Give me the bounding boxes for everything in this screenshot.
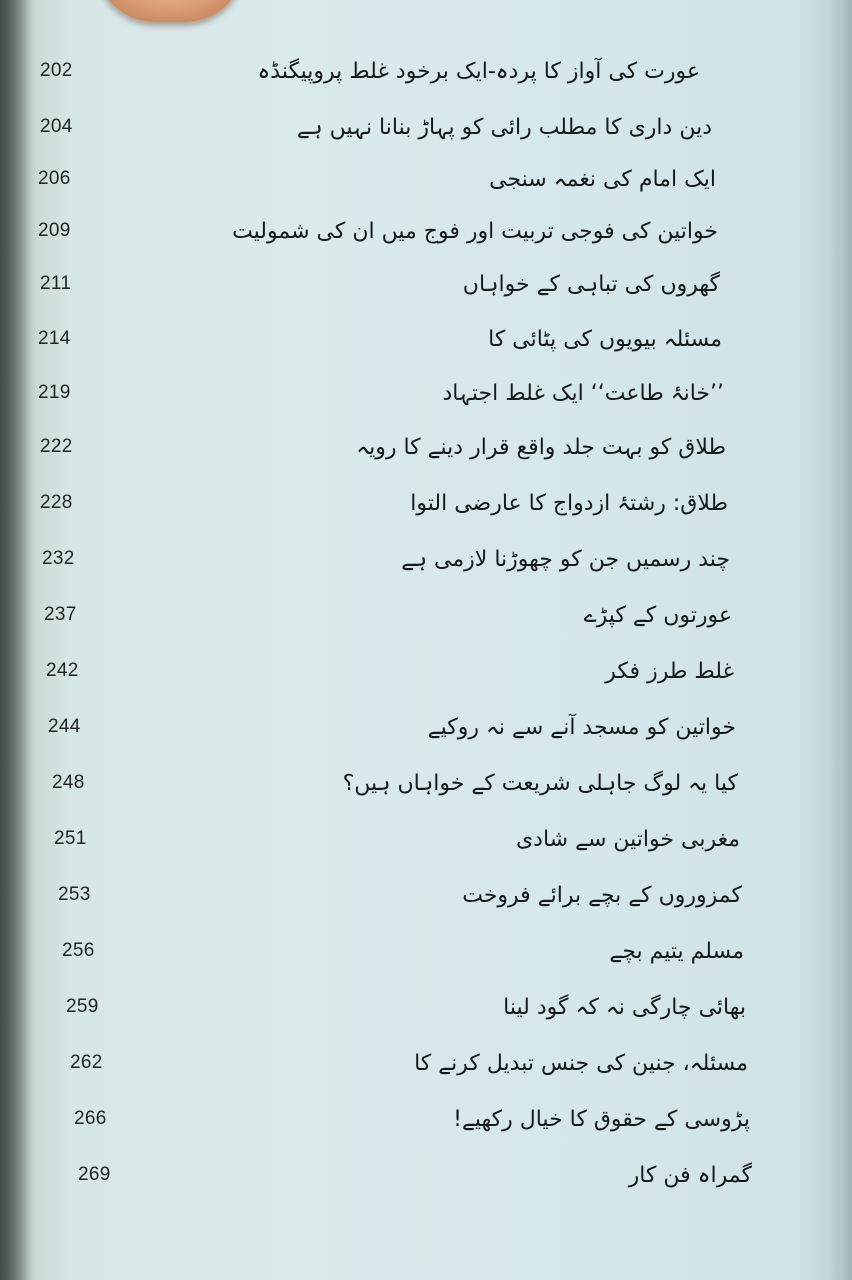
toc-entry-title: خواتین کی فوجی تربیت اور فوج میں ان کی شمولیت bbox=[232, 219, 718, 244]
toc-page-number: 204 bbox=[40, 116, 73, 137]
toc-row bbox=[0, 320, 852, 376]
toc-entry-title: مسئلہ، جنین کی جنس تبدیل کرنے کا bbox=[414, 1051, 748, 1076]
toc-entry-title: عورت کی آواز کا پردہ-ایک برخود غلط پروپیگنڈہ bbox=[257, 59, 700, 84]
toc-row bbox=[0, 374, 852, 430]
toc-entry-title: غلط طرز فکر bbox=[605, 659, 734, 684]
toc-entry-title: مسلم یتیم بچے bbox=[609, 939, 744, 964]
toc-row bbox=[0, 428, 852, 484]
toc-page-number: 244 bbox=[48, 716, 81, 737]
toc-row bbox=[0, 212, 852, 268]
toc-page-number: 211 bbox=[40, 273, 72, 294]
toc-entry-title: دین داری کا مطلب رائی کو پہاڑ بنانا نہیں ہے bbox=[296, 115, 712, 140]
toc-row bbox=[0, 108, 852, 164]
toc-row bbox=[0, 932, 852, 988]
toc-entry-title: خواتین کو مسجد آنے سے نہ روکیے bbox=[427, 715, 736, 740]
toc-page-number: 253 bbox=[58, 884, 91, 905]
toc-entry-title: مغربی خواتین سے شادی bbox=[515, 827, 740, 852]
toc-row bbox=[0, 52, 852, 108]
toc-row bbox=[0, 160, 852, 216]
toc-page-number: 248 bbox=[52, 772, 85, 793]
toc-page-number: 237 bbox=[44, 604, 77, 625]
toc-page-number: 202 bbox=[40, 60, 73, 81]
toc-page-number: 266 bbox=[74, 1108, 107, 1129]
toc-entry-title: گھروں کی تباہی کے خواہاں bbox=[462, 272, 720, 297]
toc-row bbox=[0, 1156, 852, 1212]
toc-page-number: 259 bbox=[66, 996, 99, 1017]
toc-entry-title: پڑوسی کے حقوق کا خیال رکھیے! bbox=[453, 1107, 750, 1132]
toc-entry-title: طلاق: رشتۂ ازدواج کا عارضی التوا bbox=[410, 491, 728, 516]
toc-row bbox=[0, 540, 852, 596]
toc-row bbox=[0, 265, 852, 321]
toc-entry-title: کمزوروں کے بچے برائے فروخت bbox=[462, 883, 742, 908]
toc-row bbox=[0, 596, 852, 652]
toc-page-number: 206 bbox=[38, 168, 71, 189]
toc-page-number: 214 bbox=[38, 328, 71, 349]
toc-page-number: 242 bbox=[46, 660, 79, 681]
toc-entry-title: بھائی چارگی نہ کہ گود لینا bbox=[503, 995, 746, 1020]
toc-row bbox=[0, 876, 852, 932]
toc-page-number: 222 bbox=[40, 436, 73, 457]
toc-page-number: 262 bbox=[70, 1052, 103, 1073]
toc-page-number: 256 bbox=[62, 940, 95, 961]
toc-row bbox=[0, 1044, 852, 1100]
toc-entry-title: ایک امام کی نغمہ سنجی bbox=[489, 167, 716, 192]
toc-entry-title: ’’خانۂ طاعت‘‘ ایک غلط اجتہاد bbox=[442, 381, 724, 406]
toc-entry-title: کیا یہ لوگ جاہلی شریعت کے خواہاں ہیں؟ bbox=[342, 771, 738, 796]
toc-entry-title: عورتوں کے کپڑے bbox=[583, 603, 732, 628]
toc-entry-title: مسئلہ بیویوں کی پٹائی کا bbox=[488, 327, 722, 352]
toc-entry-title: طلاق کو بہت جلد واقع قرار دینے کا رویہ bbox=[356, 435, 726, 460]
toc-row bbox=[0, 652, 852, 708]
toc-row bbox=[0, 764, 852, 820]
toc-row bbox=[0, 1100, 852, 1156]
toc-row bbox=[0, 708, 852, 764]
toc-page-number: 219 bbox=[38, 382, 71, 403]
toc-page-number: 232 bbox=[42, 548, 75, 569]
toc-row bbox=[0, 988, 852, 1044]
toc-page-number: 251 bbox=[54, 828, 87, 849]
toc-row bbox=[0, 820, 852, 876]
toc-entry-title: چند رسمیں جن کو چھوڑنا لازمی ہے bbox=[401, 547, 730, 572]
toc-page-number: 228 bbox=[40, 492, 73, 513]
toc-row bbox=[0, 484, 852, 540]
toc-page-number: 269 bbox=[78, 1164, 111, 1185]
toc-entry-title: گمراہ فن کار bbox=[628, 1163, 752, 1188]
toc-page-number: 209 bbox=[38, 220, 71, 241]
